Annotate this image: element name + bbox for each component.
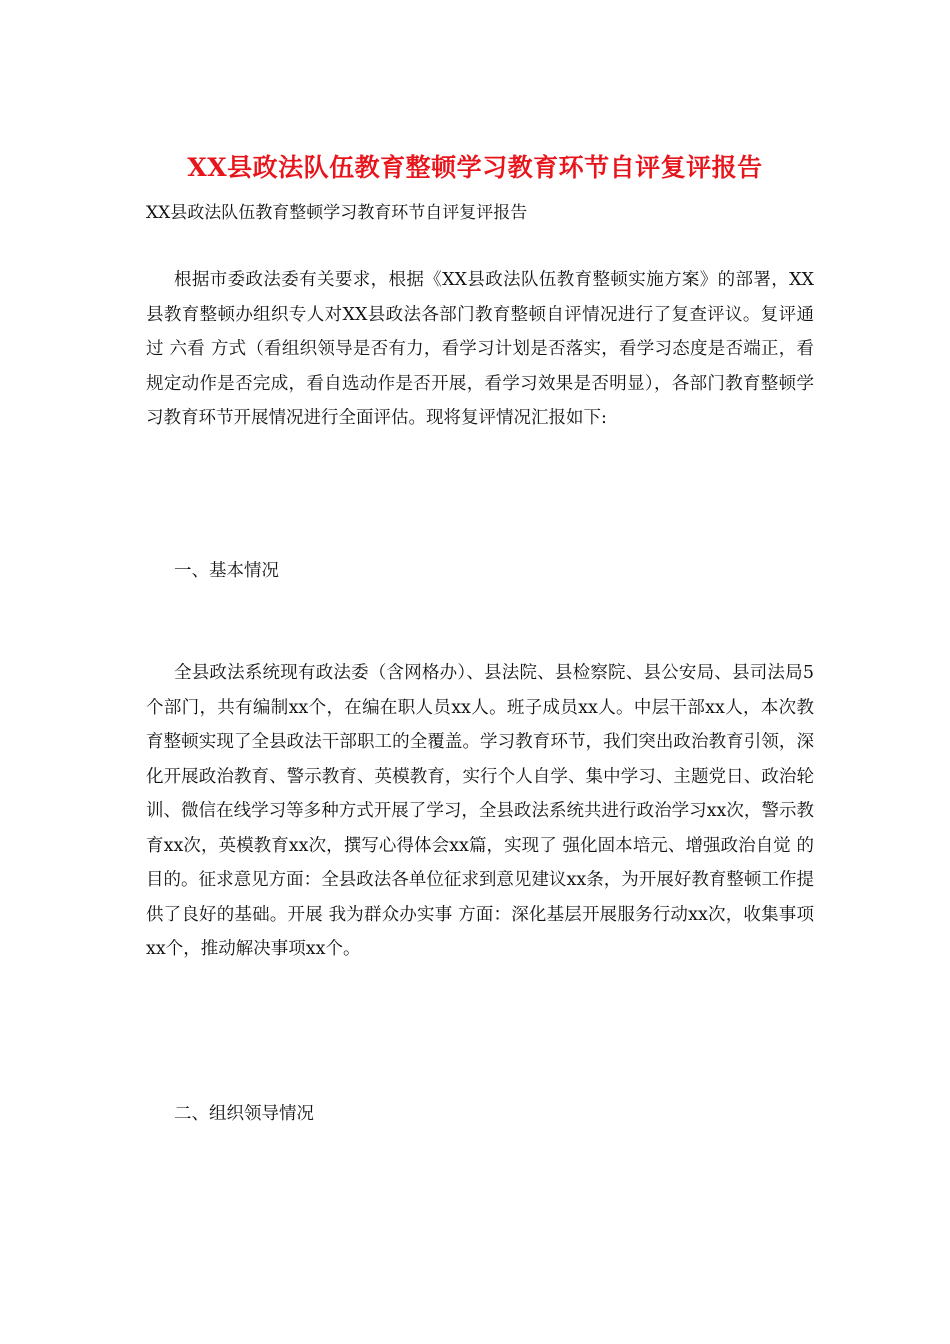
section-heading-basic-situation: 一、基本情况 (174, 561, 279, 581)
section-heading-organization-leadership: 二、组织领导情况 (174, 1104, 314, 1124)
document-title: XX县政法队伍教育整顿学习教育环节自评复评报告 (187, 153, 763, 182)
document-subtitle: XX县政法队伍教育整顿学习教育环节自评复评报告 (146, 203, 528, 223)
basic-situation-paragraph: 全县政法系统现有政法委（含网格办）、县法院、县检察院、县公安局、县司法局5个部门，共有编制xx个，在编在职人员xx人。班子成员xx人。中层干部xx人，本次教育整顿实现了全县政法干部职工的全覆盖。学习教育环节，我们突出政治教育引领，深化开展政治教育、警示教育、英模教育，实行个人自学、集中学习、主题党日、政治轮训、微信在线学习等多种方式开展了学习，全县政法系统共进行政治学习xx次，警示教育xx次，英模教育xx次，撰写心得体会xx篇，实现了 强化固本培元、增强政治自觉 的目的。征求意见方面：全县政法各单位征求到意见建议xx条，为开展好教育整顿工作提供了良好的基础。开展 我为群众办实事 方面：深化基层开展服务行动xx次，收集事项xx个，推动解决事项xx个。 (146, 663, 814, 959)
intro-paragraph: 根据市委政法委有关要求，根据《XX县政法队伍教育整顿实施方案》的部署，XX县教育整顿办组织专人对XX县政法各部门教育整顿自评情况进行了复查评议。复评通过 六看 方式（看组织领导是否有力，看学习计划是否落实，看学习态度是否端正，看规定动作是否完成，看自选动作是否开展，看学习效果是否明显），各部门教育整顿学习教育环节开展情况进行全面评估。现将复评情况汇报如下: (146, 270, 814, 428)
